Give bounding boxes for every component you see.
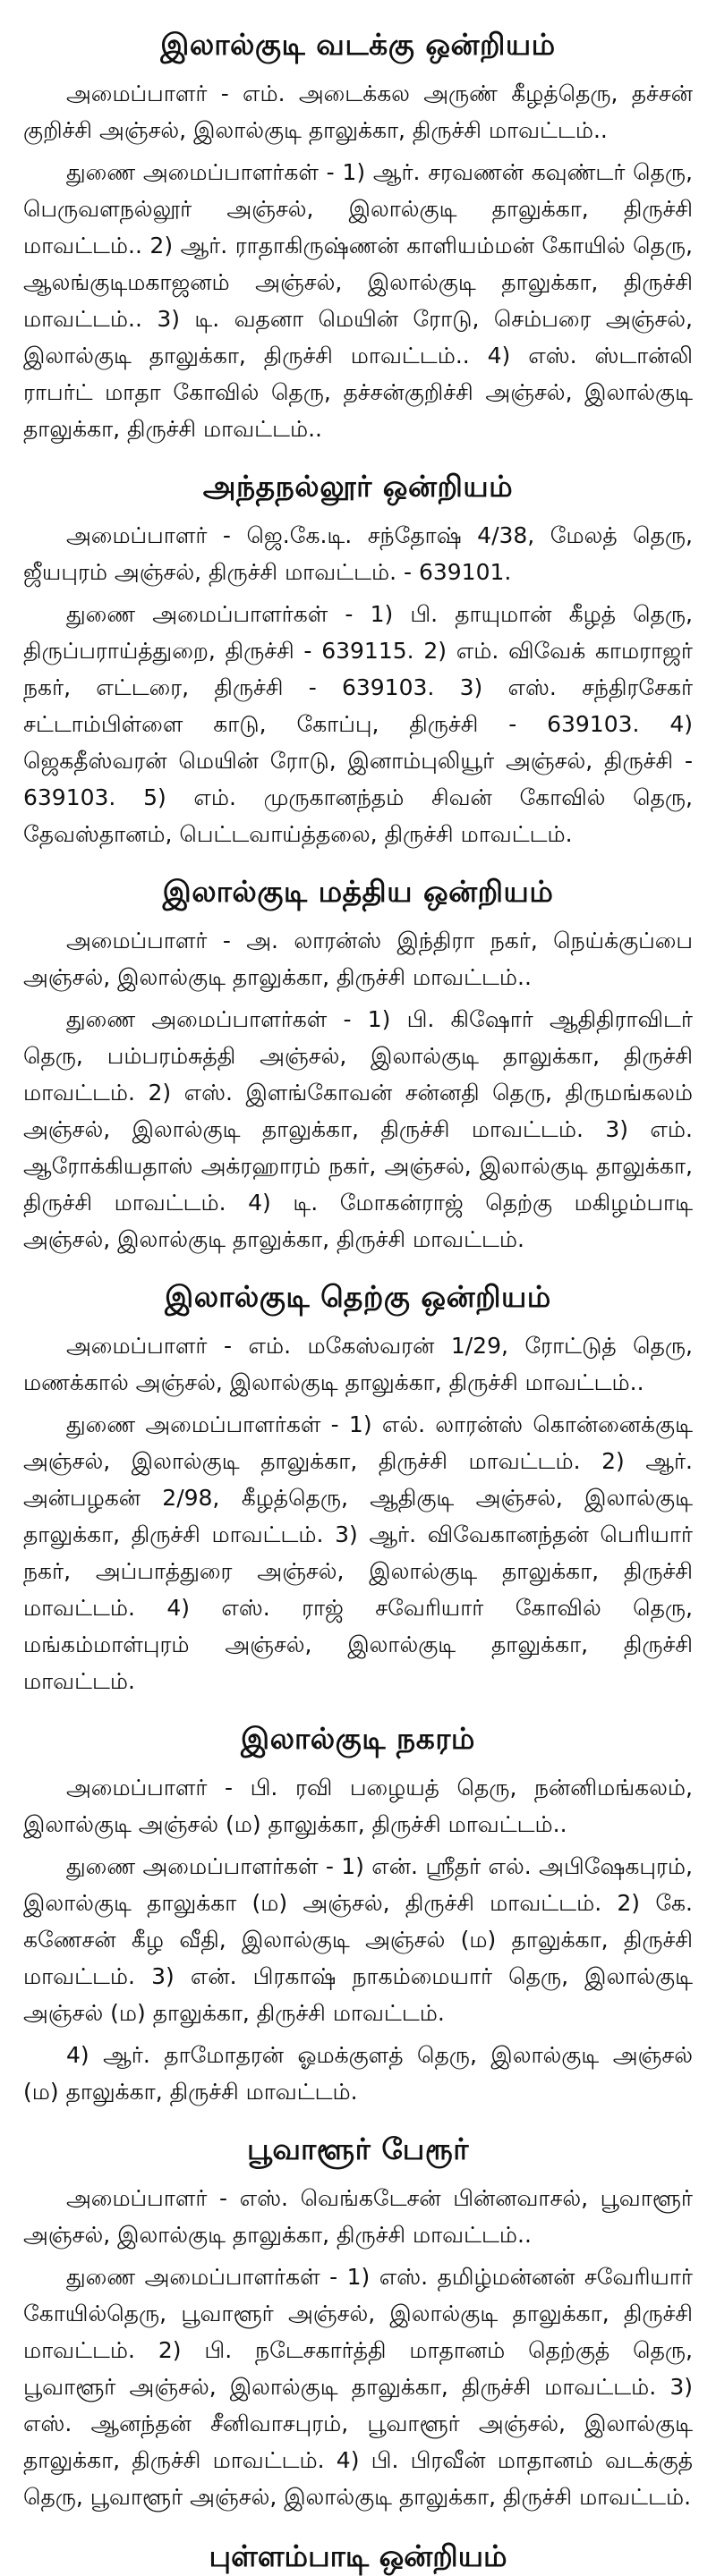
organizer-paragraph: அமைப்பாளர் - எம். மகேஸ்வரன் 1/29, ரோட்டுத் தெரு, மணக்கால் அஞ்சல், இலால்குடி தாலுக்கா, திருச்சி மாவட்டம்..: [23, 1333, 693, 1395]
organizer-paragraph: அமைப்பாளர் - எஸ். வெங்கடேசன் பின்னவாசல், பூவாளூர் அஞ்சல், இலால்குடி தாலுக்கா, திருச்சி மாவட்டம்..: [23, 2185, 693, 2248]
section-heading: இலால்குடி தெற்கு ஒன்றியம்: [165, 1279, 551, 1314]
section-heading: இலால்குடி வடக்கு ஒன்றியம்: [160, 27, 556, 62]
deputies-paragraph: துணை அமைப்பாளர்கள் - 1) பி. கிஷோர் ஆதிதிராவிடர் தெரு, பம்பரம்சுத்தி அஞ்சல், இலால்குடி தாலுக்கா, திருச்சி மாவட்டம். 2) எஸ். இளங்கோவன் சன்னதி தெரு, திருமங்கலம் அஞ்சல், இலால்குடி தாலுக்கா, திருச்சி மாவட்டம். 3) எம். ஆரோக்கியதாஸ் அக்ரஹாரம் நகர், அஞ்சல், இலால்குடி தாலுக்கா, திருச்சி மாவட்டம். 4) டி. மோகன்ராஜ் தெற்கு மகிழம்பாடி அஞ்சல், இலால்குடி தாலுக்கா, திருச்சி மாவட்டம்.: [23, 1006, 693, 1252]
organizer-paragraph: அமைப்பாளர் - எம். அடைக்கல அருண் கீழத்தெரு, தச்சன் குறிச்சி அஞ்சல், இலால்குடி தாலுக்கா, திருச்சி மாவட்டம்..: [23, 80, 693, 143]
section-anthanallur: [23, 467, 693, 852]
deputies-paragraph: துணை அமைப்பாளர்கள் - 1) எல். லாரன்ஸ் கொன்னைக்குடி அஞ்சல், இலால்குடி தாலுக்கா, திருச்சி மாவட்டம். 2) ஆர். அன்பழகன் 2/98, கீழத்தெரு, ஆதிகுடி அஞ்சல், இலால்குடி தாலுக்கா, திருச்சி மாவட்டம். 3) ஆர். விவேகானந்தன் பெரியார் நகர், அப்பாத்துரை அஞ்சல், இலால்குடி தாலுக்கா, திருச்சி மாவட்டம். 4) எஸ். ராஜ் சவேரியார் கோவில் தெரு, மங்கம்மாள்புரம் அஞ்சல், இலால்குடி தாலுக்கா, திருச்சி மாவட்டம்.: [23, 1411, 693, 1694]
section-lalgudi-town: [23, 1719, 693, 2110]
deputies-paragraph: துணை அமைப்பாளர்கள் - 1) ஆர். சரவணன் கவுண்டர் தெரு, பெருவளநல்லூர் அஞ்சல், இலால்குடி தாலுக்கா, திருச்சி மாவட்டம்.. 2) ஆர். ராதாகிருஷ்ணன் காளியம்மன் கோயில் தெரு, ஆலங்குடிமகாஜனம் அஞ்சல், இலால்குடி தாலுக்கா, திருச்சி மாவட்டம்.. 3) டி. வதனா மெயின் ரோடு, செம்பரை அஞ்சல், இலால்குடி தாலுக்கா, திருச்சி மாவட்டம்.. 4) எஸ். ஸ்டான்லி ராபர்ட் மாதா கோவில் தெரு, தச்சன்குறிச்சி அஞ்சல், இலால்குடி தாலுக்கா, திருச்சி மாவட்டம்..: [23, 159, 693, 442]
section-lalgudi-south: [23, 1277, 693, 1699]
organizer-paragraph: அமைப்பாளர் - அ. லாரன்ஸ் இந்திரா நகர், நெய்க்குப்பை அஞ்சல், இலால்குடி தாலுக்கா, திருச்சி மாவட்டம்..: [23, 928, 693, 990]
next-section-heading-partial: புள்ளம்பாடி ஒன்றியம்: [209, 2538, 507, 2573]
section-heading: இலால்குடி மத்திய ஒன்றியம்: [162, 874, 554, 909]
cutoff-next-heading: [23, 2535, 693, 2573]
section-lalgudi-north: [23, 25, 693, 447]
deputies-paragraph: துணை அமைப்பாளர்கள் - 1) என். ஸ்ரீதர் எல். அபிஷேகபுரம், இலால்குடி தாலுக்கா (ம) அஞ்சல், திருச்சி மாவட்டம். 2) கே. கணேசன் கீழ வீதி, இலால்குடி அஞ்சல் (ம) தாலுக்கா, திருச்சி மாவட்டம். 3) என். பிரகாஷ் நாகம்மையார் தெரு, இலால்குடி அஞ்சல் (ம) தாலுக்கா, திருச்சி மாவட்டம்.: [23, 1853, 693, 2026]
section-poovalur: [23, 2130, 693, 2515]
section-heading: பூவாளூர் பேரூர்: [246, 2131, 470, 2166]
organizer-paragraph: அமைப்பாளர் - பி. ரவி பழையத் தெரு, நன்னிமங்கலம், இலால்குடி அஞ்சல் (ம) தாலுக்கா, திருச்சி மாவட்டம்..: [23, 1775, 693, 1837]
section-heading: இலால்குடி நகரம்: [241, 1721, 475, 1756]
deputies-paragraph: துணை அமைப்பாளர்கள் - 1) எஸ். தமிழ்மன்னன் சவேரியார் கோயில்தெரு, பூவாளூர் அஞ்சல், இலால்குடி தாலுக்கா, திருச்சி மாவட்டம். 2) பி. நடேசகார்த்தி மாதானம் தெற்குத் தெரு, பூவாளூர் அஞ்சல், இலால்குடி தாலுக்கா, திருச்சி மாவட்டம். 3) எஸ். ஆனந்தன் சீனிவாசபுரம், பூவாளூர் அஞ்சல், இலால்குடி தாலுக்கா, திருச்சி மாவட்டம். 4) பி. பிரவீன் மாதானம் வடக்குத் தெரு, பூவாளூர் அஞ்சல், இலால்குடி தாலுக்கா, திருச்சி மாவட்டம்.: [23, 2264, 693, 2510]
organizer-paragraph: அமைப்பாளர் - ஜெ.கே.டி. சந்தோஷ் 4/38, மேலத் தெரு, ஜீயபுரம் அஞ்சல், திருச்சி மாவட்டம். - 639101.: [23, 522, 693, 585]
section-lalgudi-central: [23, 872, 693, 1258]
deputies-paragraph: துணை அமைப்பாளர்கள் - 1) பி. தாயுமான் கீழத் தெரு, திருப்பராய்த்துறை, திருச்சி - 639115. 2) எம். விவேக் காமராஜர் நகர், எட்டரை, திருச்சி - 639103. 3) எஸ். சந்திரசேகர் சட்டாம்பிள்ளை காடு, கோப்பு, திருச்சி - 639103. 4) ஜெகதீஸ்வரன் மெயின் ரோடு, இனாம்புலியூர் அஞ்சல், திருச்சி - 639103. 5) எம். முருகானந்தம் சிவன் கோவில் தெரு, தேவஸ்தானம், பெட்டவாய்த்தலை, திருச்சி மாவட்டம்.: [23, 601, 693, 847]
section-heading: அந்தநல்லூர் ஒன்றியம்: [202, 469, 514, 504]
deputies-paragraph-continued: 4) ஆர். தாமோதரன் ஓமக்குளத் தெரு, இலால்குடி அஞ்சல் (ம) தாலுக்கா, திருச்சி மாவட்டம்.: [23, 2042, 693, 2105]
